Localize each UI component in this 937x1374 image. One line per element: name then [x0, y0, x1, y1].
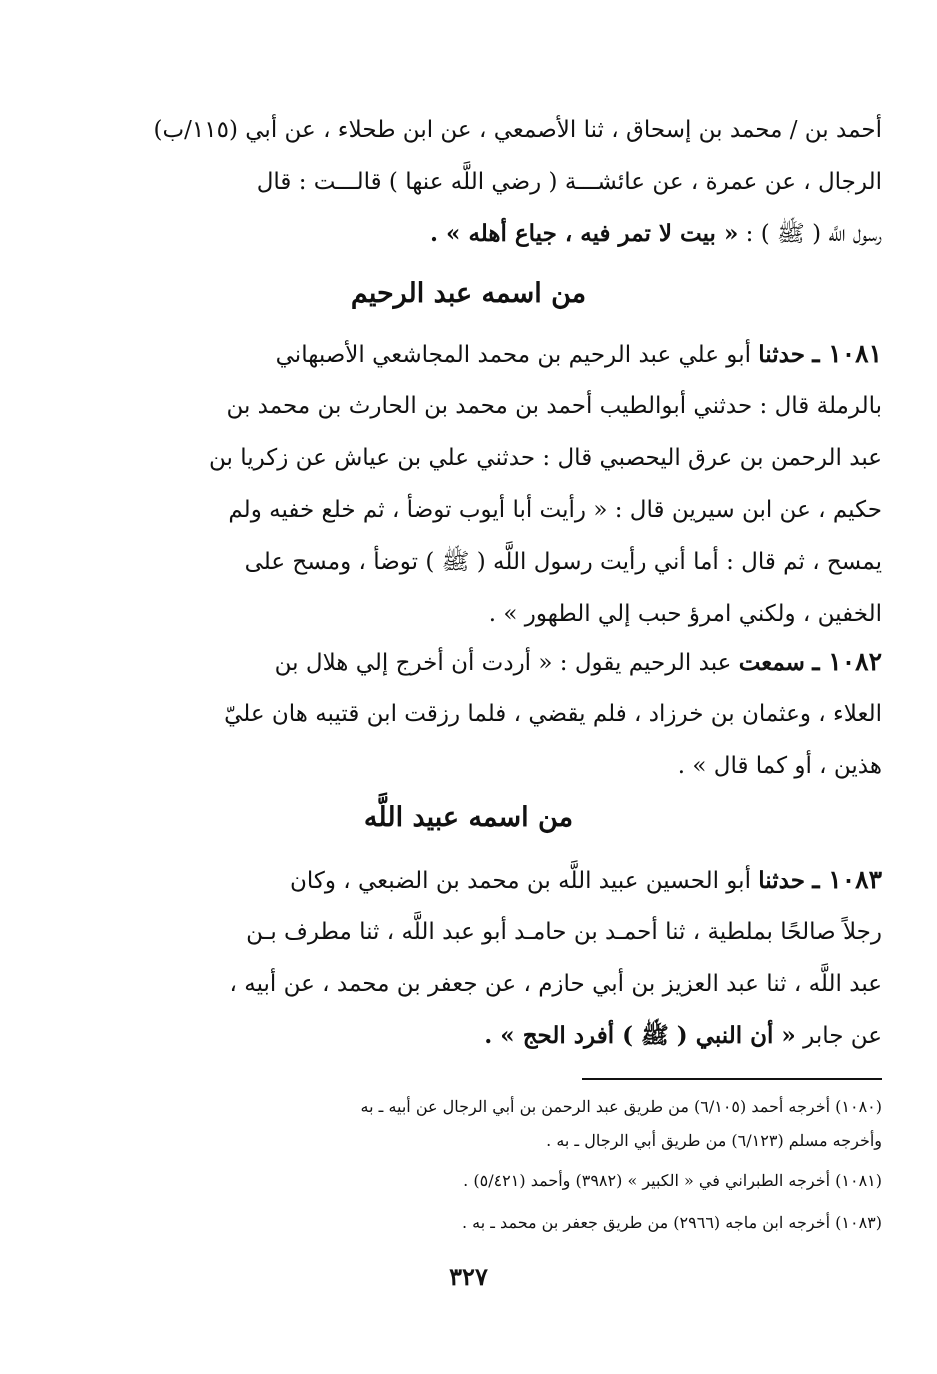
footnote-divider	[582, 1078, 882, 1080]
text-line: بالرملة قال : حدثني أبوالطيب أحمد بن محمد بن الحارث بن محمد بن	[226, 393, 882, 419]
hadith-number: ١٠٨٣ ـ	[812, 865, 882, 894]
text-line: الخفين ، ولكني امرؤ حبب إلي الطهور » .	[488, 601, 882, 627]
text-line	[55, 854, 882, 906]
hadith-number: ١٠٨١ ـ	[812, 339, 882, 368]
text-line	[55, 636, 882, 688]
footnote: (١٠٨٠) أخرجه أحمد (٦/١٠٥) من طريق عبد الرحمن بن أبي الرجال عن أبيه ـ به	[360, 1097, 882, 1116]
hadith-number: ١٠٨٢ ـ	[812, 647, 882, 676]
section-heading: من اسمه عبد الرحيم	[350, 278, 587, 309]
text-line: العلاء ، وعثمان بن خرزاد ، فلم يقضي ، فلما رزقت ابن قتيبه هان عليّ	[224, 701, 882, 727]
text-line	[55, 328, 882, 380]
hadith-1081	[55, 328, 882, 640]
text-segment: أبو الحسين عبيد اللَّه بن محمد بن الضبعي ، وكان	[289, 868, 751, 894]
text-line: عبد اللَّه ، ثنا عبد العزيز بن أبي حازم ، عن جعفر بن محمد ، عن أبيه ،	[229, 971, 882, 997]
text-line: الرجال ، عن عمرة ، عن عائشـــة ( رضي اللَّه عنها ) قالـــت : قال	[256, 169, 882, 195]
footnote: (١٠٨٣) أخرجه ابن ماجه (٢٩٦٦) من طريق جعفر بن محمد ـ به .	[461, 1213, 882, 1232]
text-segment: عبد الرحيم يقول : « أردت أن أخرج إلي هلال بن	[274, 650, 732, 676]
narration-verb: سمعت	[738, 649, 805, 676]
hadith-1082	[55, 636, 882, 792]
narration-verb: حدثنا	[758, 867, 805, 894]
text-line	[55, 1010, 882, 1062]
hadith-quote: « أن النبي ( ﷺ ) أفرد الحج » .	[484, 1022, 796, 1049]
continuation-paragraph	[55, 104, 882, 260]
text-line: يمسح ، ثم قال : أما أني رأيت رسول اللَّه ( ﷺ ) توضأ ، ومسح على	[244, 549, 882, 575]
footnote: وأخرجه مسلم (٦/١٢٣) من طريق أبي الرجال ـ به .	[546, 1131, 882, 1150]
text-line: أحمد بن / محمد بن إسحاق ، ثنا الأصمعي ، عن ابن طحلاء ، عن أبي (١١٥/ب)	[153, 117, 882, 143]
text-line: حكيم ، عن ابن سيرين قال : « رأيت أبا أيوب توضأ ، ثم خلع خفيه ولم	[228, 497, 882, 523]
text-line	[55, 208, 882, 260]
narration-verb: حدثنا	[758, 341, 805, 368]
hadith-quote: « بيت لا تمر فيه ، جياع أهله » .	[430, 220, 739, 247]
hadith-1083	[55, 854, 882, 1062]
text-line: عبد الرحمن بن عرق اليحصبي قال : حدثني علي بن عياش عن زكريا بن	[208, 445, 882, 471]
text-line: هذين ، أو كما قال » .	[677, 753, 882, 779]
text-segment: أبو علي عبد الرحيم بن محمد المجاشعي الأصبهاني	[275, 342, 751, 368]
section-heading: من اسمه عبيد اللَّه	[363, 802, 574, 833]
footnote: (١٠٨١) أخرجه الطبراني في « الكبير » (٣٩٨٢) وأحمد (٥/٤٢١) .	[463, 1171, 882, 1190]
text-segment: عن جابر	[803, 1023, 882, 1049]
text-segment: رسول اللَّه ( ﷺ ) :	[745, 221, 882, 247]
text-line: رجلاً صالحًا بملطية ، ثنا أحمـد بن حامـد أبو عبد اللَّه ، ثنا مطرف بـن	[246, 919, 882, 945]
page-number: ٣٢٧	[449, 1262, 488, 1291]
